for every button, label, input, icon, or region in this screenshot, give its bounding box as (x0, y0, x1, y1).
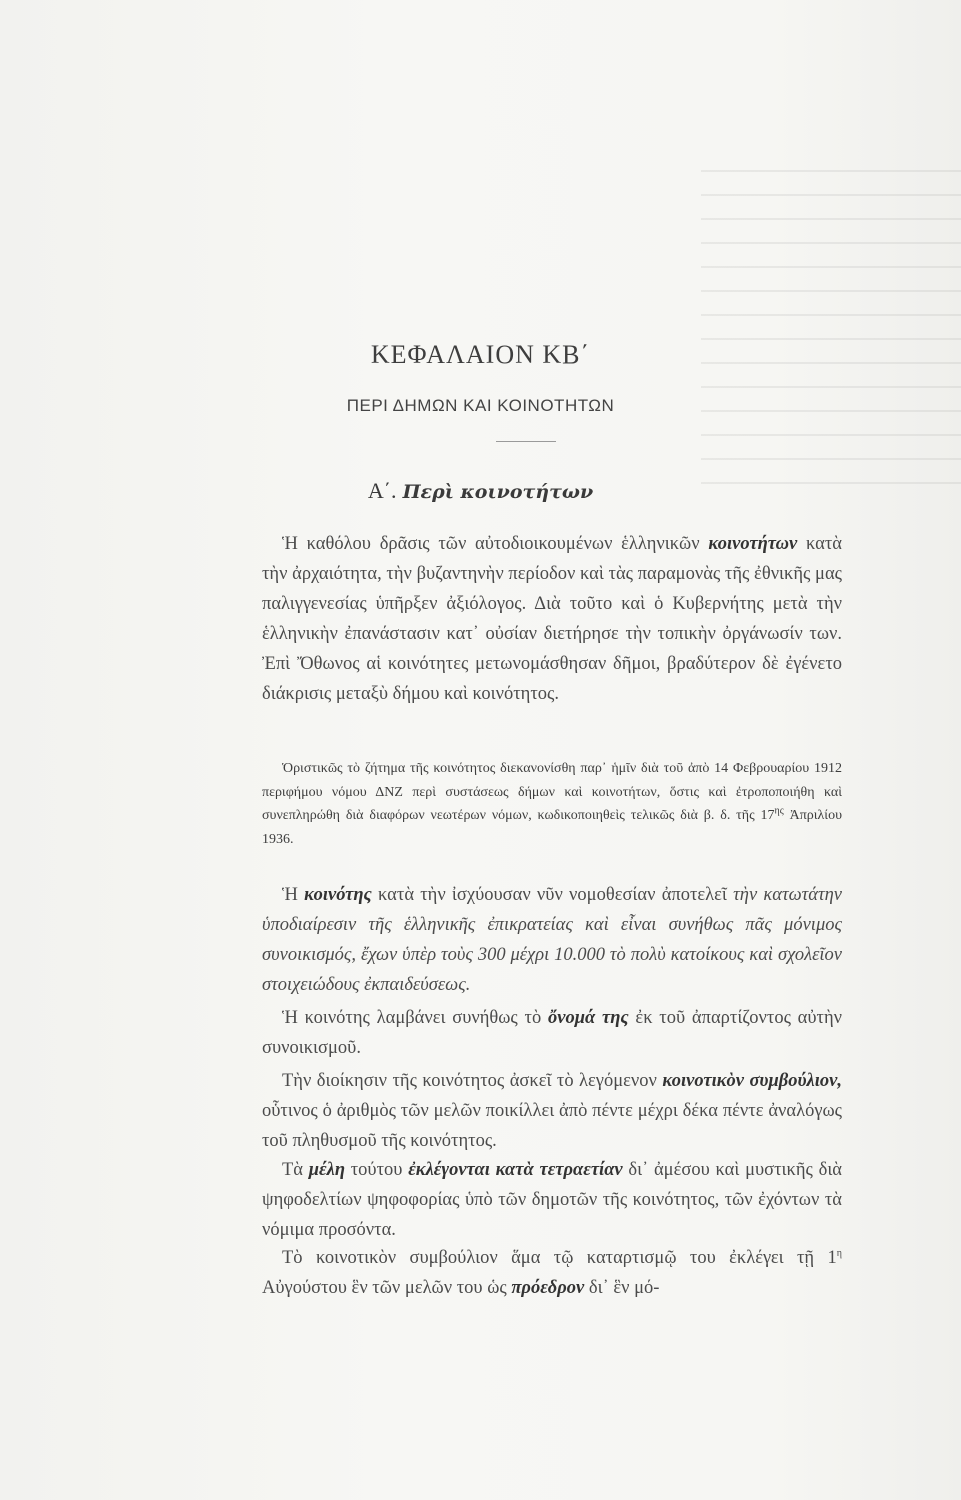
term-proedros: πρόεδρον (511, 1278, 585, 1298)
term-onoma: ὄνομά της (548, 1008, 629, 1028)
term-eklegontai: ἐκλέγονται κατὰ τετραετίαν (408, 1160, 623, 1180)
section-heading (0, 478, 961, 504)
paragraph-council: Τὴν διοίκησιν τῆς κοινότητος ἀσκεῖ τὸ λεγόμενον κοινοτικὸν συμβούλιον, οὗτινος ὁ ἀριθμὸς τῶν μελῶν ποικίλλει ἀπὸ πέντε μέχρι δέκα πέντε ἀναλόγως τοῦ πληθυσμοῦ τῆς κοινότητος. (262, 1071, 842, 1151)
paragraph-election: Τὰ μέλη τούτου ἐκλέγονται κατὰ τετραετίαν δι᾽ ἀμέσου καὶ μυστικῆς διὰ ψηφοδελτίων ψηφοφορίας ὑπὸ τῶν δημοτῶν τῆς κοινότητος, τῶν ἐχόντων τὰ νόμιμα προσόντα. (262, 1160, 842, 1240)
term-koinotiton: κοινοτήτων (708, 534, 798, 554)
section-name: Περὶ κοινοτήτων (402, 481, 594, 503)
bleed-through-text (701, 170, 961, 500)
chapter-title: ΚΕΦΑΛΑΙΟΝ ΚΒ΄ (370, 340, 591, 369)
chapter-subtitle: ΠΕΡΙ ΔΗΜΩΝ ΚΑΙ ΚΟΙΝΟΤΗΤΩΝ (346, 396, 615, 415)
paragraph-law: Ὁριστικῶς τὸ ζήτημα τῆς κοινότητος διεκανονίσθη παρ᾽ ἡμῖν διὰ τοῦ ἀπὸ 14 Φεβρουαρίου 1912 περιφήμου νόμου ΔΝΖ περὶ συστάσεως δήμων καὶ κοινοτήτων, ὅστις καὶ ἐτροποποιήθη καὶ συνεπληρώθη διὰ διαφόρων νεωτέρων νόμων, κωδικοποιηθεὶς τελικῶς διὰ β. δ. τῆς $17^{\eta\varsigma}$ Ἀπριλίου 1936. (262, 761, 842, 847)
definition-italic: τὴν κατωτάτην ὑποδιαίρεσιν τῆς ἑλληνικῆς ἐπικρατείας καὶ εἶναι συνήθως πᾶς μόνιμος συνοικισμός, ἔχων ὑπὲρ τοὺς 300 μέχρι 10.000 τὸ πολὺ κατοίκους καὶ σχολεῖον στοιχειώδους ἐκπαιδεύσεως. (262, 885, 842, 995)
term-symvoulion: κοινοτικὸν συμβούλιον, (662, 1071, 842, 1091)
term-meli: μέλη (308, 1160, 345, 1180)
paragraph-history: Ἡ καθόλου δρᾶσις τῶν αὐτοδιοικουμένων ἑλληνικῶν κοινοτήτων κατὰ τὴν ἀρχαιότητα, τὴν βυζαντηνὴν περίοδον καὶ τὰς παραμονὰς τῆς ἐθνικῆς μας παλιγγενεσίας ὑπῆρξεν ἀξιόλογος. Διὰ τοῦτο καὶ ὁ Κυβερνήτης μετὰ τὴν ἑλληνικὴν ἐπανάστασιν κατ᾽ οὐσίαν διετήρησε τὴν τοπικὴν ὀργάνωσίν των. Ἐπὶ Ὄθωνος αἱ κοινότητες μετωνομάσθησαν δῆμοι, βραδύτερον δὲ ἐγένετο διάκρισις μεταξὺ δήμου καὶ κοινότητος. (262, 534, 842, 704)
divider-rule (496, 441, 556, 442)
paragraph-definition: Ἡ κοινότης κατὰ τὴν ἰσχύουσαν νῦν νομοθεσίαν ἀποτελεῖ τὴν κατωτάτην ὑποδιαίρεσιν τῆς ἑλληνικῆς ἐπικρατείας καὶ εἶναι συνήθως πᾶς μόνιμος συνοικισμός, ἔχων ὑπὲρ τοὺς 300 μέχρι 10.000 τὸ πολὺ κατοίκους καὶ σχολεῖον στοιχειώδους ἐκπαιδεύσεως. (262, 885, 842, 995)
section-letter: Α΄. (367, 478, 397, 503)
paragraph-president: Τὸ κοινοτικὸν συμβούλιον ἅμα τῷ καταρτισμῷ του ἐκλέγει τῇ $1^\eta$ Αὐγούστου ἓν τῶν μελῶν του ὡς πρόεδρον δι᾽ ἓν μό- (262, 1247, 842, 1298)
term-koinotis: κοινότης (304, 885, 372, 905)
paragraph-name: Ἡ κοινότης λαμβάνει συνήθως τὸ ὄνομά της ἐκ τοῦ ἀπαρτίζοντος αὐτὴν συνοικισμοῦ. (262, 1008, 843, 1058)
